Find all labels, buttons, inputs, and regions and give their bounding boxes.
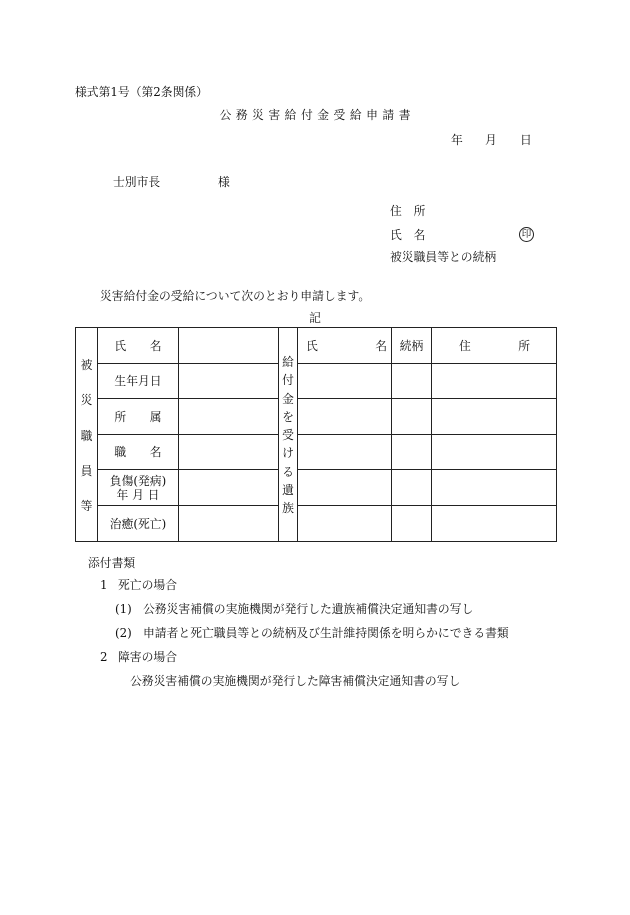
attachment-document-number: (1) [115,602,132,616]
date-day-label: 日 [520,133,532,147]
survivor-address-header-text [432,339,556,353]
survivor-name-cell [298,364,392,399]
victim-group-cell [76,328,98,542]
victim-group-label [76,328,97,540]
victim-group-char: 災 [80,393,93,408]
victim-recovery-label: 治癒(死亡) [98,506,179,542]
victim-group-char: 員 [80,463,93,478]
table-row [76,364,557,399]
survivor-relation-cell [392,364,432,399]
attachment-item-title: 死亡の場合 [118,578,177,592]
victim-injury-date-label [98,470,179,506]
survivor-relation-header: 続柄 [392,328,432,364]
victim-injury-date-label-line1: 負傷(発病) [109,473,167,488]
survivor-address-cell [432,470,557,506]
survivor-group-char: 族 [282,501,294,515]
survivor-group-char: 給 [282,355,294,369]
application-statement: 災害給付金の受給について次のとおり申請します。 [100,289,371,303]
survivor-address-cell [432,506,557,542]
survivor-address-cell [432,435,557,470]
survivor-relation-cell [392,470,432,506]
table-row [76,435,557,470]
attachment-item-title: 障害の場合 [118,650,177,664]
application-table [75,327,557,542]
attachment-document-number: (2) [115,626,132,640]
survivor-relation-cell [392,435,432,470]
survivor-group-char: 付 [282,373,294,388]
survivor-group-char: る [282,464,294,479]
victim-affiliation-value [179,399,279,435]
victim-position-value [179,435,279,470]
form-number: 様式第1号（第2条関係） [75,85,208,99]
survivor-name-cell [298,470,392,506]
survivor-name-header-char: 氏 [306,338,318,353]
survivor-name-cell [298,435,392,470]
survivor-group-char: 遺 [282,482,294,497]
victim-group-char: 職 [80,428,93,443]
attachment-item-number: 2 [100,650,108,664]
table-row [76,470,557,506]
survivor-name-header-char: 名 [375,338,387,353]
survivor-group-char: を [282,409,294,424]
applicant-relation-label: 被災職員等との続柄 [390,250,497,264]
victim-name-value [179,328,279,364]
table-row [76,399,557,435]
victim-injury-date-value [179,470,279,506]
seal-icon: 印 [519,227,534,242]
victim-birthdate-label: 生年月日 [98,364,179,399]
date-month-label: 月 [485,133,497,147]
survivor-group-label [279,328,297,540]
survivor-group-cell [279,328,298,542]
survivor-address-header [432,328,557,364]
victim-group-char: 被 [80,358,93,372]
victim-position-label: 職 名 [98,435,179,470]
survivor-address-cell [432,364,557,399]
victim-recovery-value [179,506,279,542]
survivor-group-char: け [282,446,294,461]
date-year-label: 年 [451,133,463,147]
record-mark: 記 [309,311,321,325]
table-row [76,328,557,364]
applicant-name-label: 氏 名 [390,228,426,242]
attachment-document-text: 公務災害補償の実施機関が発行した障害補償決定通知書の写し [130,674,461,688]
survivor-group-char: 受 [282,428,294,442]
table-row [76,506,557,542]
survivor-relation-cell [392,399,432,435]
victim-affiliation-label: 所 属 [98,399,179,435]
attachment-item-number: 1 [100,578,108,592]
survivor-address-header-char: 所 [518,338,530,353]
survivor-name-cell [298,506,392,542]
survivor-address-header-char: 住 [459,338,471,353]
survivor-group-char: 金 [282,391,294,406]
survivor-address-cell [432,399,557,435]
applicant-address-label: 住 所 [390,204,426,218]
victim-group-char: 等 [80,499,93,513]
survivor-relation-cell [392,506,432,542]
attachments-heading: 添付書類 [88,556,136,570]
victim-injury-date-label-line2: 年 月 日 [116,487,160,502]
addressee-name: 士別市長 [113,175,161,189]
document-title: 公務災害給付金受給申請書 [219,108,416,122]
victim-birthdate-value [179,364,279,399]
attachment-document-text: 公務災害補償の実施機関が発行した遺族補償決定通知書の写し [143,602,474,616]
survivor-name-cell [298,399,392,435]
addressee-honorific: 様 [218,175,230,189]
survivor-name-header [298,328,392,364]
attachment-document-text: 申請者と死亡職員等との続柄及び生計維持関係を明らかにできる書類 [143,626,509,640]
victim-name-label: 氏 名 [98,328,179,364]
survivor-name-header-text [298,339,391,353]
